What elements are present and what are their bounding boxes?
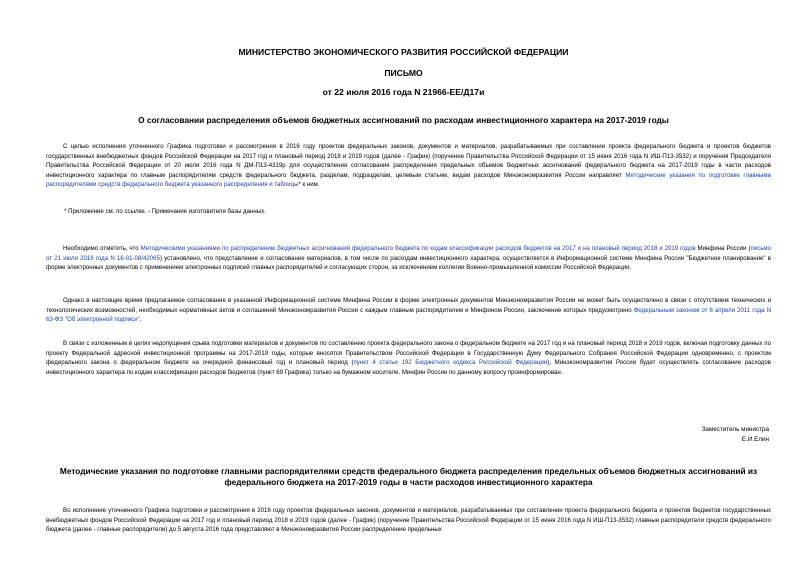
- paragraph-paper-approval: [46, 339, 771, 377]
- paragraph-electronic-approval: [46, 296, 771, 325]
- document-subject: О согласовании распределения объемов бюджетных ассигнований по расходам инвестиционного характера на 2017-2019 годы: [138, 115, 669, 125]
- paragraph-text: Во исполнение уточненного Графика подготовки и рассмотрения в 2016 году проектов федеральных законов, документов и материалов, разрабатываемых при составлении проекта федерального бюджета и проектов бюджетов государственных внебюджетных фондов Российской Федерации на 2017 год и плановый период 2018 и 2019 годов (далее - График) (поручение Правительства Российской Федерации от 15 июня 2016 года N ИШ-П13-3532) главные распорядители средств федерального бюджета (далее - главные распорядители) до 5 августа 2016 года представляют в Минэкономразвития России распределение предельных: [46, 507, 771, 534]
- minfin-methodical-instructions-link[interactable]: Методическими указаниями по распределению бюджетных ассигнований федерального бюджета по кодам классификации расходов бюджетов на 2017 и на плановый период 2018 и 2019 годов: [140, 245, 696, 252]
- paragraph-text: ) установлено, что представление и согласование материалов, в том числе по расходам инвестиционного характера, осуществляется в Информационной системе Минфина России "Бюджетное планирование" в форме электронных документов с применением электронных подписей главных распорядителей и согласующих сторон, за исключением коллегии Военно-промышленной комиссии Российской Федерации.: [46, 254, 771, 272]
- signature-block: [702, 425, 769, 444]
- paragraph-minfin-instructions: [46, 244, 771, 273]
- document-date-number: от 22 июля 2016 года N 21966-ЕЕ/Д17и: [322, 87, 485, 97]
- signatory-position: Заместитель министра: [701, 426, 769, 433]
- paragraph-text: В связи с изложенным в целях недопущения срыва подготовки материалов и документов по составлению проекта федерального закона о федеральном бюджете на 2017 год и на плановый период 2018 и 2019 годов, включая подготовку данных по проекту Федеральной адресной инвестиционной программы на 2017-2019 годы, которые вносятся Правительством Российской Федерации в Государственную Думу Федерального Собрания Российской Федерации одновременно, с проектом федерального закона о федеральном бюджете на очередной финансовый год и плановый период (: [46, 340, 771, 367]
- paragraph-text: ), Минэкономразвития России будет осуществлять согласование расходов инвестиционного характера по кодам классификации расходов бюджетов (пункт 69 Графика) только на бумажном носителе. Минфин России по данному вопросу проинформирован.: [46, 359, 771, 376]
- methodical-instructions-link[interactable]: Методические указания по подготовке главными распорядителями средств федерального бюджета указанного распределения и таблицы: [46, 171, 771, 189]
- paragraph-tail: * к ним.: [298, 181, 320, 189]
- paragraph-instructions-intro: [46, 506, 771, 535]
- paragraph-text: Необходимо отметить, что: [63, 245, 141, 252]
- ministry-name: МИНИСТЕРСТВО ЭКОНОМИЧЕСКОГО РАЗВИТИЯ РОССИЙСКОЙ ФЕДЕРАЦИИ: [238, 47, 569, 57]
- electronic-signature-law-link[interactable]: Федеральным законом от 6 апреля 2011 года N 63-ФЗ "Об электронной подписи": [46, 306, 771, 324]
- methodical-instructions-title: Методические указания по подготовке главными распорядителями средств федерального бюджета распределения предельных объемов бюджетных ассигнований из федерального бюджета на 2017-2019 годы в части расходов инвестиционного характера: [59, 466, 758, 487]
- minfin-letter-link[interactable]: письмо от 21 июля 2016 года N 16-01-08/42065: [46, 245, 771, 262]
- paragraph-text: Минфина России (: [695, 245, 751, 252]
- budget-code-link[interactable]: пункт 4 статьи 192 Бюджетного кодекса Российской Федерации: [353, 359, 548, 367]
- signatory-name: Е.И.Елин: [741, 435, 769, 443]
- paragraph-text: .: [139, 316, 142, 324]
- paragraph-text: Однако в настоящее время предлагаемое согласование в указанной Информационной системе Минфина России в форме электронных документов Минэкономразвития России не может быть осуществлено в связи с отсутствием технических и технологических возможностей, необходимых нормативных актов и соглашений Минэкономразвития России с каждым главным распорядителем и Минфином России, заключение которых предусмотрено: [46, 297, 771, 314]
- paragraph-purpose: [46, 142, 771, 190]
- document-type: ПИСЬМО: [384, 68, 423, 78]
- paragraph-text: С целью исполнения уточненного Графика подготовки и рассмотрения в 2016 году проектов федеральных законов, документов и материалов, разрабатываемых при составлении проекта федерального бюджета и проектов бюджетов государственных внебюджетных фондов Российской Федерации на 2017 год и плановый период 2018 и 2019 годов (далее - График) (поручение Правительства Российской Федерации от 15 июня 2016 года N ИШ-П13-3532) и поручения Председателя Правительства Российской Федерации от 20 июля 2016 года N ДМ-П13-4319р для осуществления согласования распределения предельных объемов бюджетных ассигнований федерального бюджета на 2017-2019 годы в части расходов инвестиционного характера по главным распорядителям средств федерального бюджета, разделам, подразделам, целевым статьям, видам расходов Минэкономразвития России направляет: [46, 143, 771, 179]
- footnote: * Приложение см. по ссылке. - Примечание изготовителя базы данных.: [64, 208, 266, 215]
